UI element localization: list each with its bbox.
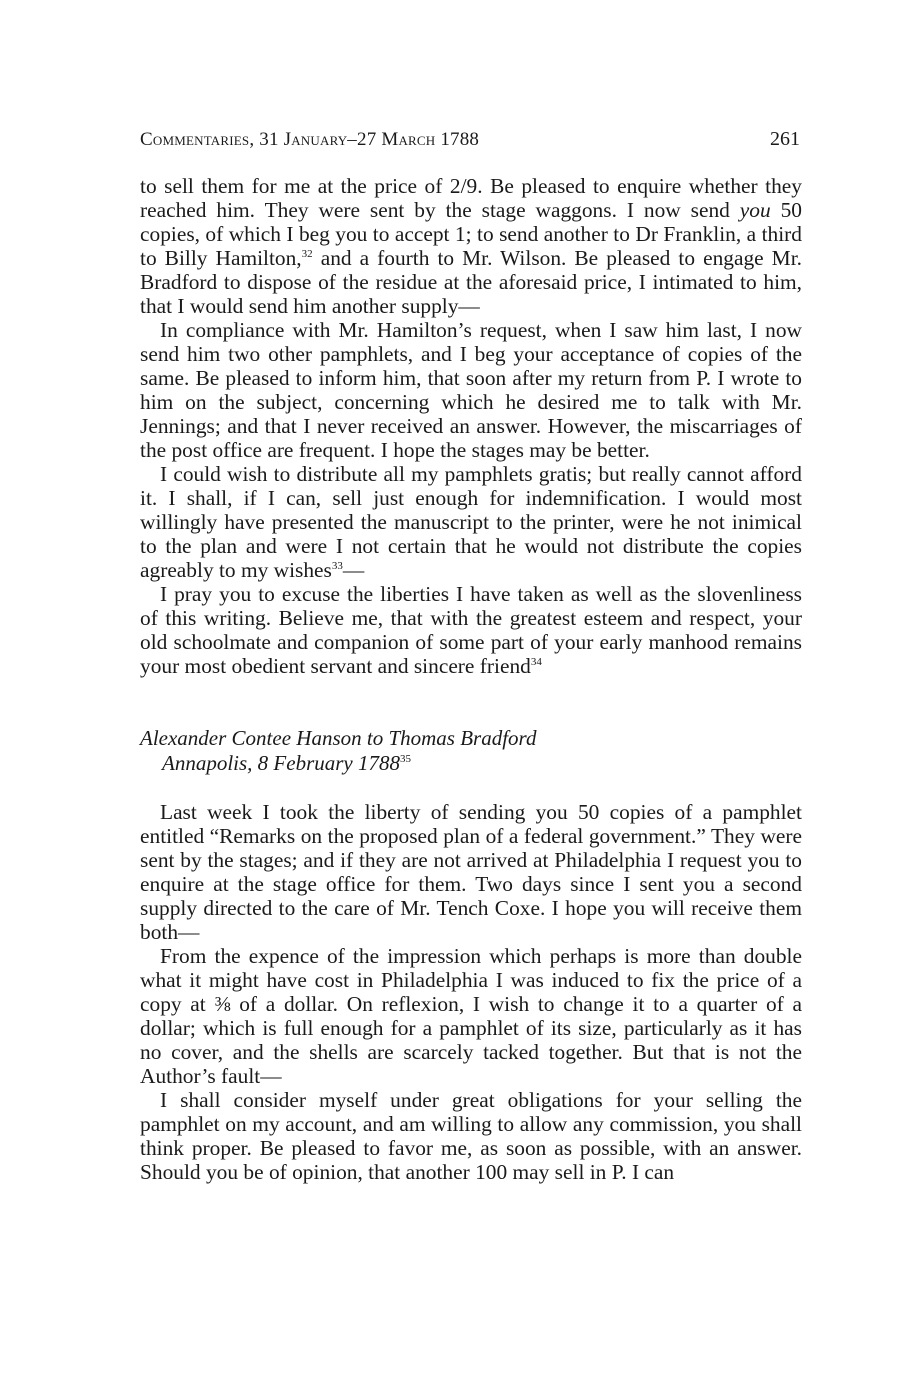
document-page	[140, 128, 802, 1184]
running-title: Commentaries, 31 January–27 March 1788	[140, 129, 480, 150]
heading-place-date	[140, 751, 802, 776]
letter-body	[140, 800, 802, 1184]
footnote-ref: 35	[399, 753, 411, 765]
paragraph	[140, 582, 802, 678]
running-header	[140, 128, 802, 160]
footnote-ref: 33	[331, 560, 343, 572]
text-run: I could wish to distribute all my pamphlets gratis; but really cannot afford it. I shall, if I can, sell just enough for indemnification. I would most willingly have presented the manuscript to the printer, were he not inimical to the plan and were I not certain that he would not distribute the copies agreably to my wishes	[140, 462, 802, 582]
paragraph: In compliance with Mr. Hamilton’s request, when I saw him last, I now send him two other pamphlets, and I beg your acceptance of copies of the same. Be pleased to inform him, that soon after my return from P. I wrote to him on the subject, concerning which he desired me to talk with Mr. Jennings; and that I never received an answer. However, the miscarriages of the post office are frequent. I hope the stages may be better.	[140, 318, 802, 462]
footnote-ref: 32	[301, 248, 313, 260]
letter-heading	[140, 726, 802, 776]
paragraph: From the expence of the impression which perhaps is more than double what it might have cost in Philadelphia I was induced to fix the price of a copy at ⅜ of a dollar. On reflexion, I wish to change it to a quarter of a dollar; which is full enough for a pamphlet of its size, particularly as it has no cover, and the shells are scarcely tacked together. But that is not the Author’s fault—	[140, 944, 802, 1088]
text-run: I pray you to excuse the liberties I have taken as well as the slovenliness of this writing. Believe me, that with the greatest esteem and respect, your old schoolmate and companion of some part of your early manhood remains your most obedient servant and sincere friend	[140, 582, 802, 678]
text-run: 50 copies, of which I beg you to accept 1; to send another to Dr Franklin, a third to Billy Hamilton,	[140, 198, 802, 270]
text-run: and a fourth to Mr. Wilson. Be pleased to engage Mr. Bradford to dispose of the residue at the aforesaid price, I intimated to him, that I would send him another supply—	[140, 246, 802, 318]
place-date-text: Annapolis, 8 February 1788	[162, 751, 400, 775]
footnote-ref: 34	[530, 656, 542, 668]
paragraph	[140, 174, 802, 318]
italic-word: you	[739, 198, 771, 222]
text-run: —	[342, 558, 365, 582]
heading-correspondents: Alexander Contee Hanson to Thomas Bradford	[140, 726, 537, 750]
paragraph: I shall consider myself under great obligations for your selling the pamphlet on my account, and am willing to allow any commission, you shall think proper. Be pleased to favor me, as soon as possible, with an answer. Should you be of opinion, that another 100 may sell in P. I can	[140, 1088, 802, 1184]
letter-continuation	[140, 174, 802, 678]
page-number: 261	[770, 128, 800, 150]
paragraph: Last week I took the liberty of sending you 50 copies of a pamphlet entitled “Remarks on the proposed plan of a federal government.” They were sent by the stages; and if they are not arrived at Philadelphia I request you to enquire at the stage office for them. Two days since I sent you a second supply directed to the care of Mr. Tench Coxe. I hope you will receive them both—	[140, 800, 802, 944]
text-run: to sell them for me at the price of 2/9. Be pleased to enquire whether they reached him. They were sent by the stage waggons. I now send	[140, 174, 802, 222]
paragraph	[140, 462, 802, 582]
